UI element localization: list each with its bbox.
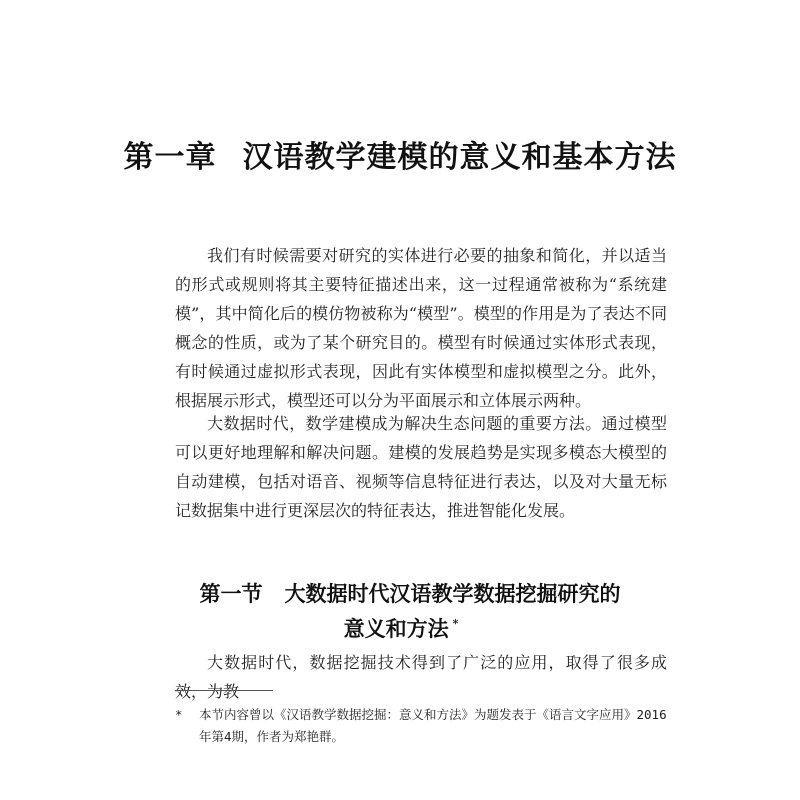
chapter-number: 第一章 xyxy=(123,140,217,176)
chapter-title xyxy=(0,132,800,176)
footnote-text-line-2: 年第4期，作者为郑艳群。 xyxy=(199,729,345,744)
paragraph-text: 大数据时代，数学建模成为解决生态问题的重要方法。通过模型可以更好地理解和解决问题。建模的发展趋势是实现多模态大模型的自动建模，包括对语音、视频等信息特征进行表达，以及对大量无标记数据集中进行更深层次的特征表达，推进智能化发展。 xyxy=(175,414,667,520)
body-paragraph-2 xyxy=(175,409,667,525)
chapter-title-text: 汉语教学建模的意义和基本方法 xyxy=(242,140,677,176)
footnote-divider xyxy=(175,690,273,691)
section-number: 第一节 xyxy=(199,581,263,607)
section-title-line-1 xyxy=(0,579,800,609)
body-paragraph-3 xyxy=(175,648,667,706)
section-title xyxy=(0,579,800,644)
paragraph-text: 大数据时代，数据挖掘技术得到了广泛的应用，取得了很多成效，为教 xyxy=(175,653,667,701)
section-title-line-2 xyxy=(0,609,800,644)
footnote-text-line-1: 本节内容曾以《汉语教学数据挖掘：意义和方法》为题发表于《语言文字应用》2016 xyxy=(199,707,667,722)
paragraph-text: 我们有时候需要对研究的实体进行必要的抽象和简化，并以适当的形式或规则将其主要特征描述出来，这一过程通常被称为“系统建模”，其中简化后的模仿物被称为“模型”。模型的作用是为了表达不同概念的性质，或为了某个研究目的。模型有时候通过实体形式表现，有时候通过虚拟形式表现，因此有实体模型和虚拟模型之分。此外，根据展示形式，模型还可以分为平面展示和立体展示两种。 xyxy=(175,246,667,410)
section-title-text-2: 意义和方法 xyxy=(343,616,449,642)
footnote-mark: * xyxy=(175,707,183,722)
footnote-reference[interactable]: * xyxy=(452,617,459,631)
section-title-text-1: 大数据时代汉语教学数据挖掘研究的 xyxy=(284,581,621,607)
footnote xyxy=(175,704,670,748)
body-paragraph-1 xyxy=(175,241,667,415)
